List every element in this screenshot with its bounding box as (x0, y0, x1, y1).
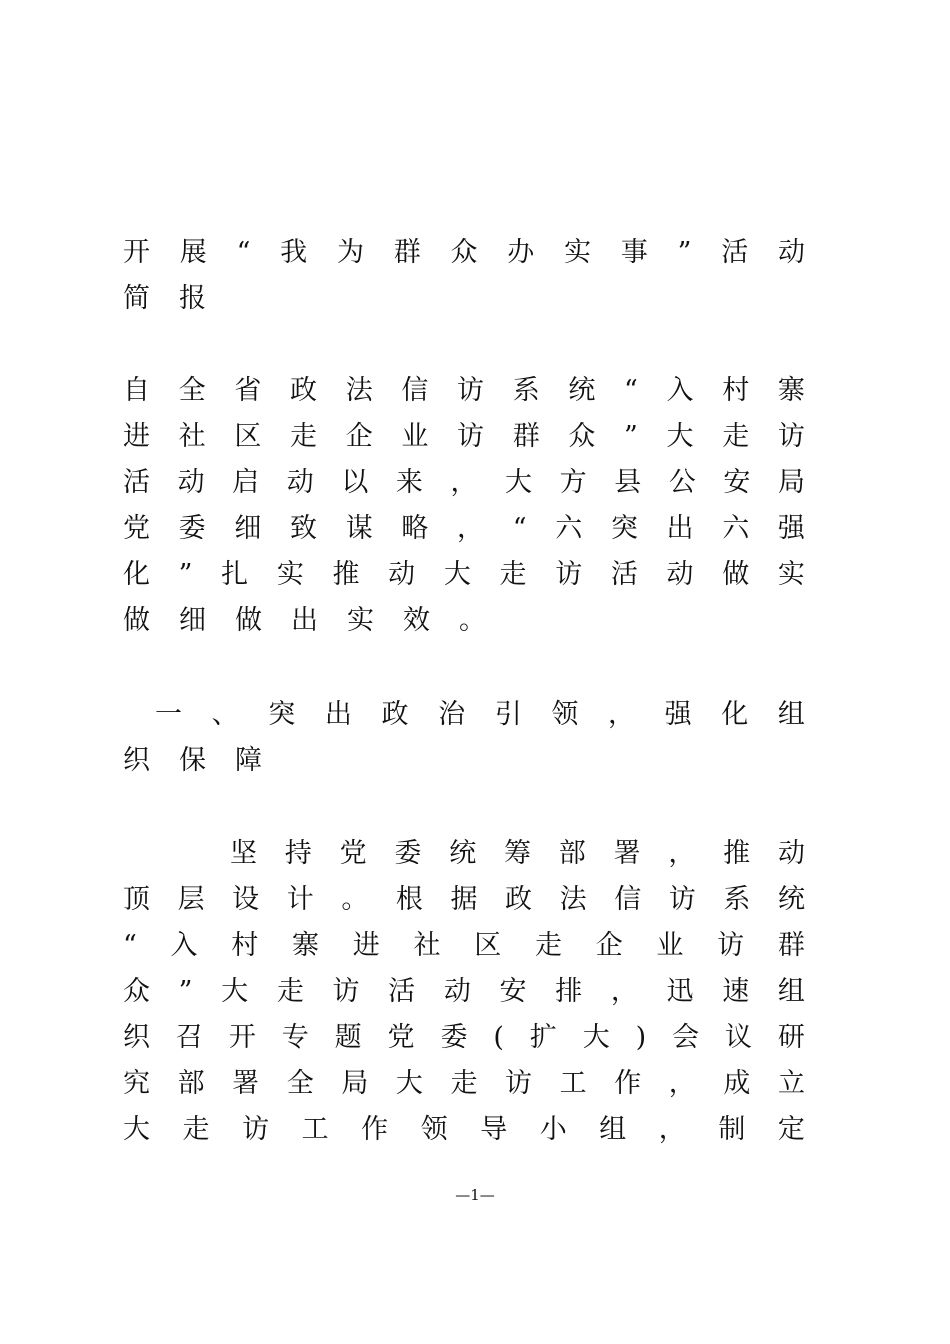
title-line (123, 276, 805, 322)
glyph: “ (123, 930, 137, 961)
glyph: 题 (334, 1022, 362, 1053)
glyph: 部 (177, 1068, 205, 1099)
glyph: 企 (345, 421, 373, 452)
glyph: 大 (221, 976, 249, 1007)
glyph: 党 (123, 513, 150, 544)
glyph: 村 (231, 930, 259, 961)
glyph: 群 (393, 237, 421, 268)
glyph: “ (236, 237, 251, 268)
glyph: 领 (551, 699, 579, 730)
glyph: 研 (777, 1022, 805, 1053)
glyph: 活 (123, 467, 150, 498)
glyph: 推 (332, 559, 360, 590)
glyph: 略 (401, 513, 429, 544)
glyph: 根 (395, 884, 423, 915)
glyph: 办 (507, 237, 535, 268)
glyph: 立 (777, 1068, 805, 1099)
glyph: 扎 (221, 559, 249, 590)
glyph: 报 (179, 283, 206, 314)
glyph: 六 (722, 513, 750, 544)
glyph: ， (457, 513, 485, 544)
glyph: 走 (182, 1114, 210, 1145)
heading-line (123, 692, 805, 738)
section-body-paragraph (123, 831, 805, 1153)
glyph: ” (624, 421, 638, 452)
glyph: 县 (614, 467, 642, 498)
glyph: ， (668, 838, 696, 869)
glyph: 政 (290, 375, 318, 406)
glyph: 统 (568, 375, 596, 406)
paragraph-line (123, 923, 805, 969)
glyph: ” (178, 559, 193, 590)
paragraph-line (123, 877, 805, 923)
glyph: 组 (777, 976, 805, 1007)
glyph: 统 (449, 838, 477, 869)
glyph: 展 (179, 237, 207, 268)
glyph: 寨 (292, 930, 320, 961)
glyph: 实 (347, 605, 374, 636)
glyph: 访 (457, 421, 485, 452)
paragraph-line (123, 368, 805, 414)
glyph: 出 (324, 699, 352, 730)
glyph: 定 (777, 1114, 805, 1145)
glyph: 设 (232, 884, 260, 915)
paragraph-line (123, 460, 805, 506)
glyph: 信 (401, 375, 429, 406)
glyph: 层 (177, 884, 205, 915)
paragraph-line (123, 1061, 805, 1107)
paragraph-line (123, 831, 805, 877)
paragraph-line (123, 1015, 805, 1061)
glyph: 领 (420, 1114, 448, 1145)
glyph: 寨 (777, 375, 805, 406)
glyph: 活 (721, 237, 749, 268)
glyph: 活 (610, 559, 638, 590)
glyph: 小 (539, 1114, 567, 1145)
glyph: ) (635, 1022, 647, 1053)
glyph: 省 (234, 375, 262, 406)
glyph: 会 (672, 1022, 700, 1053)
glyph: 委 (178, 513, 206, 544)
glyph: 入 (170, 930, 198, 961)
glyph: 出 (291, 605, 318, 636)
glyph: 署 (232, 1068, 260, 1099)
glyph: 、 (211, 699, 239, 730)
section-heading (123, 692, 805, 784)
glyph: 实 (276, 559, 304, 590)
paragraph-line (123, 506, 805, 552)
glyph: 导 (480, 1114, 508, 1145)
glyph: 动 (286, 467, 314, 498)
glyph: 排 (555, 976, 583, 1007)
glyph: ” (178, 976, 193, 1007)
glyph: 实 (564, 237, 592, 268)
glyph: 进 (123, 421, 150, 452)
glyph: 系 (512, 375, 540, 406)
glyph: 六 (555, 513, 583, 544)
glyph: 访 (457, 375, 485, 406)
paragraph-line (123, 598, 805, 644)
glyph: 。 (459, 605, 486, 636)
glyph: 一 (155, 699, 182, 730)
glyph: 筹 (503, 838, 531, 869)
glyph: 署 (613, 838, 641, 869)
glyph: 做 (722, 559, 750, 590)
glyph: 迅 (666, 976, 694, 1007)
glyph: 走 (290, 421, 318, 452)
glyph: 群 (512, 421, 540, 452)
glyph: 做 (235, 605, 262, 636)
glyph: 访 (668, 884, 696, 915)
glyph: 启 (232, 467, 260, 498)
glyph: 治 (438, 699, 466, 730)
glyph: ， (610, 976, 638, 1007)
glyph: 引 (494, 699, 522, 730)
glyph: 党 (339, 838, 367, 869)
glyph: 动 (777, 838, 805, 869)
glyph: 群 (777, 930, 805, 961)
glyph: 动 (666, 559, 694, 590)
glyph: 部 (558, 838, 586, 869)
glyph: 信 (614, 884, 642, 915)
glyph: 村 (722, 375, 750, 406)
glyph: 系 (723, 884, 751, 915)
glyph: 访 (555, 559, 583, 590)
glyph: 。 (341, 884, 369, 915)
glyph: 公 (668, 467, 696, 498)
glyph: 众 (450, 237, 478, 268)
glyph: 入 (666, 375, 694, 406)
glyph: 动 (177, 467, 205, 498)
glyph: 工 (301, 1114, 329, 1145)
glyph: 议 (724, 1022, 752, 1053)
glyph: ， (668, 1068, 696, 1099)
glyph: 为 (336, 237, 364, 268)
glyph: 全 (178, 375, 206, 406)
glyph: 化 (721, 699, 749, 730)
glyph: 坚 (230, 838, 257, 869)
glyph: 安 (499, 976, 527, 1007)
glyph: ， (608, 699, 635, 730)
glyph: 简 (123, 283, 150, 314)
glyph: 大 (395, 1068, 423, 1099)
paragraph-line (123, 969, 805, 1015)
glyph: 究 (123, 1068, 150, 1099)
glyph: ， (658, 1114, 686, 1145)
glyph: 社 (413, 930, 441, 961)
glyph: 局 (777, 467, 805, 498)
glyph: 强 (777, 513, 805, 544)
glyph: 局 (341, 1068, 369, 1099)
glyph: 企 (595, 930, 623, 961)
glyph: 以 (341, 467, 369, 498)
glyph: 走 (722, 421, 750, 452)
glyph: 活 (388, 976, 416, 1007)
glyph: 组 (599, 1114, 627, 1145)
glyph: 突 (268, 699, 296, 730)
glyph: 召 (175, 1022, 203, 1053)
glyph: 事 (620, 237, 648, 268)
paragraph-line (123, 1107, 805, 1153)
glyph: 专 (281, 1022, 309, 1053)
glyph: 访 (242, 1114, 270, 1145)
glyph: 业 (656, 930, 684, 961)
glyph: 我 (280, 237, 308, 268)
glyph: 委 (394, 838, 422, 869)
glyph: 保 (179, 745, 206, 776)
paragraph-line (123, 552, 805, 598)
glyph: 细 (179, 605, 206, 636)
glyph: 大 (443, 559, 471, 590)
glyph: 大 (666, 421, 694, 452)
page-number: —1— (455, 1186, 495, 1204)
glyph: 谋 (345, 513, 373, 544)
glyph: 众 (123, 976, 150, 1007)
glyph: 动 (388, 559, 416, 590)
glyph: 大 (505, 467, 533, 498)
glyph: 政 (505, 884, 533, 915)
glyph: 工 (559, 1068, 587, 1099)
glyph: 委 (440, 1022, 468, 1053)
glyph: 作 (361, 1114, 389, 1145)
glyph: 走 (450, 1068, 478, 1099)
glyph: ” (677, 237, 692, 268)
glyph: 动 (778, 237, 805, 268)
glyph: 走 (499, 559, 527, 590)
intro-paragraph (123, 368, 805, 644)
glyph: 开 (228, 1022, 256, 1053)
glyph: 做 (123, 605, 150, 636)
document-title (123, 230, 805, 322)
glyph: 细 (234, 513, 262, 544)
paragraph-line (123, 414, 805, 460)
glyph: 扩 (529, 1022, 557, 1053)
glyph: 动 (443, 976, 471, 1007)
glyph: 致 (290, 513, 318, 544)
glyph: 开 (123, 237, 150, 268)
glyph: 组 (777, 699, 805, 730)
glyph: 效 (403, 605, 430, 636)
glyph: “ (512, 513, 527, 544)
glyph: 安 (723, 467, 751, 498)
glyph: 持 (284, 838, 312, 869)
glyph: 社 (178, 421, 206, 452)
glyph: 访 (332, 976, 360, 1007)
glyph: ， (450, 467, 478, 498)
glyph: 区 (234, 421, 262, 452)
glyph: 作 (614, 1068, 642, 1099)
heading-line (123, 738, 805, 784)
glyph: 走 (276, 976, 304, 1007)
glyph: 顶 (123, 884, 150, 915)
glyph: 计 (286, 884, 314, 915)
glyph: “ (624, 375, 638, 406)
glyph: 大 (582, 1022, 610, 1053)
glyph: 制 (718, 1114, 746, 1145)
glyph: 访 (717, 930, 745, 961)
glyph: 成 (723, 1068, 751, 1099)
glyph: 推 (723, 838, 751, 869)
glyph: 实 (777, 559, 805, 590)
glyph: 访 (777, 421, 805, 452)
glyph: 众 (568, 421, 596, 452)
glyph: 党 (387, 1022, 415, 1053)
glyph: 突 (610, 513, 638, 544)
glyph: 法 (345, 375, 373, 406)
glyph: 全 (286, 1068, 314, 1099)
glyph: 来 (395, 467, 423, 498)
glyph: 织 (123, 1022, 150, 1053)
glyph: 访 (505, 1068, 533, 1099)
glyph: 进 (352, 930, 380, 961)
glyph: 自 (123, 375, 150, 406)
glyph: 法 (559, 884, 587, 915)
glyph: 大 (123, 1114, 150, 1145)
title-line (123, 230, 805, 276)
glyph: 强 (664, 699, 692, 730)
glyph: 速 (722, 976, 750, 1007)
glyph: 据 (450, 884, 478, 915)
glyph: 政 (381, 699, 409, 730)
glyph: 区 (474, 930, 502, 961)
glyph: 走 (534, 930, 562, 961)
glyph: 出 (666, 513, 694, 544)
glyph: 业 (401, 421, 429, 452)
glyph: ( (493, 1022, 504, 1053)
glyph: 方 (559, 467, 587, 498)
glyph: 障 (235, 745, 262, 776)
glyph: 织 (123, 745, 150, 776)
glyph: 化 (123, 559, 150, 590)
glyph: 统 (777, 884, 805, 915)
